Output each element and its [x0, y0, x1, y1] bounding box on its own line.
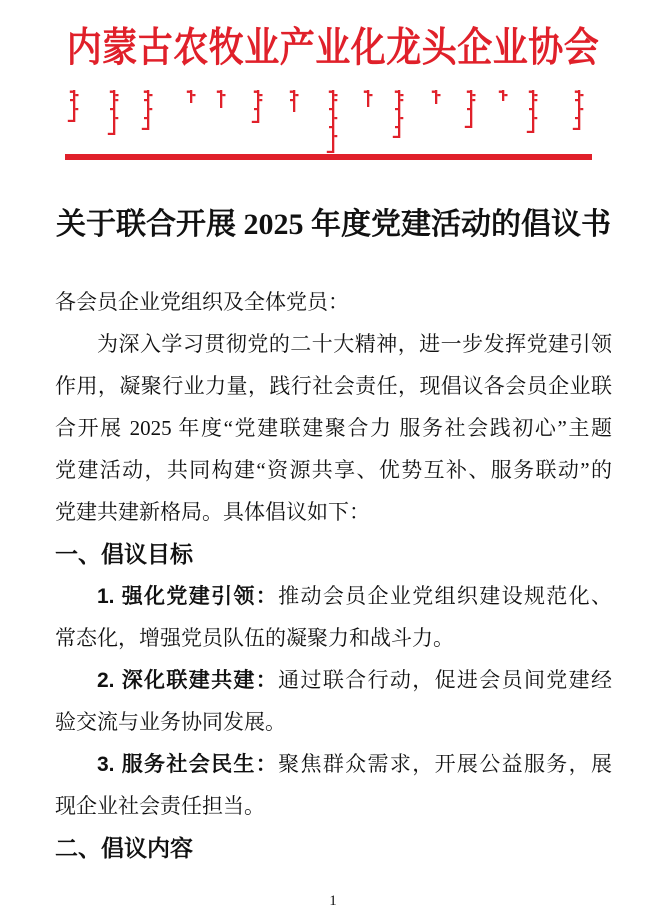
paragraph1-line3: 合开展 2025 年度“党建联建聚合力 服务社会践初心”主题	[55, 416, 612, 440]
org-name-title: 内蒙古农牧业产业化龙头企业协会	[66, 25, 600, 71]
item2-lead: 2. 深化联建共建：	[97, 669, 279, 692]
document-body	[55, 281, 612, 869]
item2-text: 通过联合行动，促进会员间党建经	[278, 668, 613, 692]
page-number: 1	[329, 893, 337, 909]
section1-heading: 一、倡议目标	[55, 541, 193, 567]
item2-line1	[55, 659, 612, 701]
item3-text: 聚焦群众需求，开展公益服务，展	[278, 752, 613, 776]
paragraph1-line5: 党建共建新格局。具体倡议如下：	[55, 500, 370, 524]
item3-line2: 现企业社会责任担当。	[55, 794, 265, 818]
red-separator-rule	[65, 154, 592, 160]
paragraph1-line1: 为深入学习贯彻党的二十大精神，进一步发挥党建引领	[97, 332, 612, 356]
item1-line2: 常态化，增强党员队伍的凝聚力和战斗力。	[55, 626, 454, 650]
document-title: 关于联合开展 2025 年度党建活动的倡议书	[56, 208, 611, 241]
section2-heading: 二、倡议内容	[55, 835, 193, 861]
item2-line2: 验交流与业务协同发展。	[55, 710, 286, 734]
item1-line1	[55, 575, 612, 617]
paragraph1-line4: 党建活动，共同构建“资源共享、优势互补、服务联动”的	[55, 458, 612, 482]
salutation: 各会员企业党组织及全体党员：	[55, 290, 349, 314]
item1-text: 推动会员企业党组织建设规范化、	[278, 584, 613, 608]
item1-lead: 1. 强化党建引领：	[97, 585, 279, 608]
paragraph1-line2: 作用，凝聚行业力量，践行社会责任，现倡议各会员企业联	[55, 374, 612, 398]
item3-lead: 3. 服务社会民生：	[97, 753, 279, 776]
mongolian-script-icon	[0, 90, 666, 154]
item3-line1	[55, 743, 612, 785]
